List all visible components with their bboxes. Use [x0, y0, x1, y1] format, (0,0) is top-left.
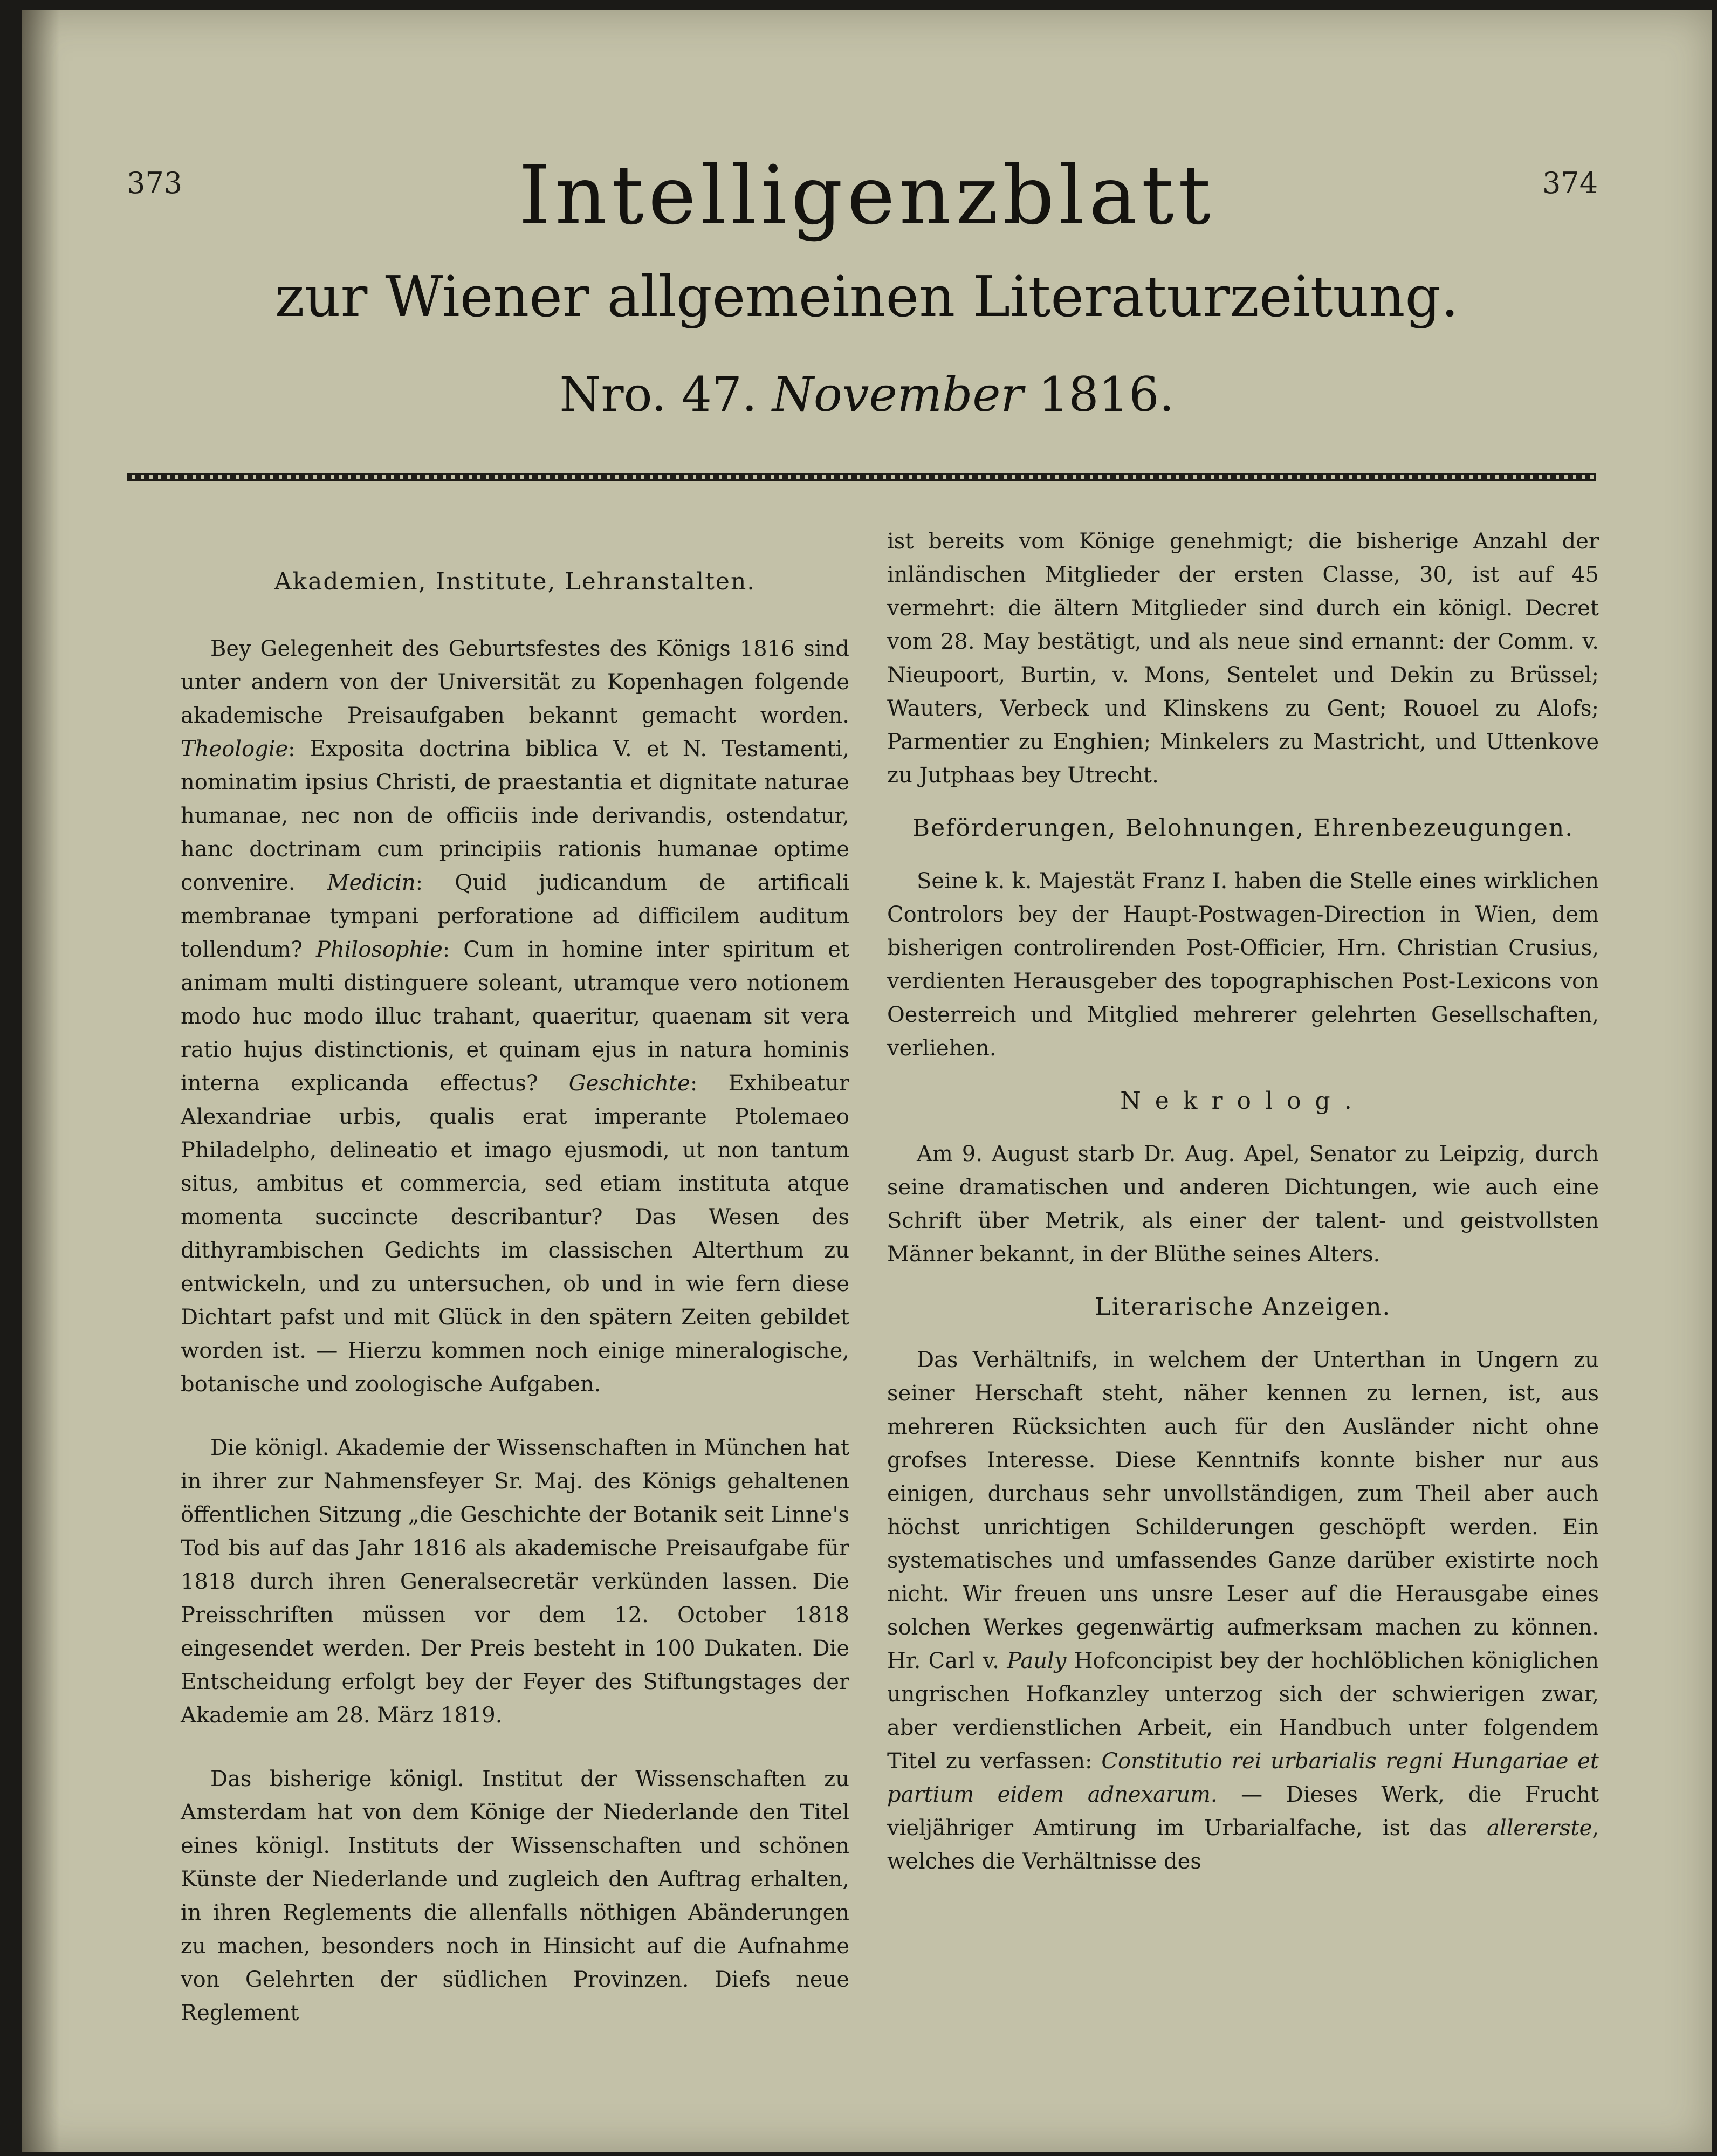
masthead-subtitle: zur Wiener allgemeinen Literaturzeitung.: [274, 264, 1459, 329]
issue-year: 1816.: [1038, 367, 1175, 422]
page-number-left: 373: [127, 166, 183, 200]
decorative-rule: [127, 473, 1596, 481]
paragraph-urbarialis: Das Verhältnifs, in welchem der Unterthan in Ungern zu seiner Herschaft steht, näher kennen zu lernen, ist, aus mehreren Rücksichten auch für den Ausländer nicht ohne grofses Interesse. Diese Kenntnifs konnte bisher nur aus einigen, durchaus sehr unvollständigen, zum Theil aber auch höchst unrichtigen Schilderungen geschöpft werden. Ein systematisches und umfassendes Ganze darüber existirte noch nicht. Wir freuen uns unsre Leser auf die Herausgabe eines solchen Werkes gegenwärtig aufmerksam machen zu können. Hr. Carl v. Pauly Hofconcipist bey der hochlöblichen königlichen ungrischen Hofkanzley unterzog sich der schwierigen zwar, aber verdienstlichen Arbeit, ein Handbuch unter folgendem Titel zu verfassen: Constitutio rei urbarialis regni Hungariae et partium eidem adnexarum. — Dieses Werk, die Frucht vieljähriger Amtirung im Urbarialfache, ist das allererste, welches die Verhältnisse des: [887, 1348, 1599, 1874]
newspaper-page: [22, 10, 1712, 2152]
left-column: [181, 565, 849, 2030]
binding-shadow: [22, 10, 59, 2152]
paragraph-crusius: Seine k. k. Majestät Franz I. haben die Stelle eines wirklichen Controlors bey der Haupt-Postwagen-Direction in Wien, dem bisherigen controlirenden Post-Officier, Hrn. Christian Crusius, verdienten Herausgeber des topographischen Post-Lexicons von Oesterreich und Mitglied mehrerer gelehrten Gesellschaften, verliehen.: [887, 869, 1599, 1061]
page-number-right: 374: [1542, 166, 1598, 200]
section-heading-befoerderungen: Beförderungen, Belohnungen, Ehrenbezeugungen.: [912, 814, 1574, 842]
paragraph-amsterdam-continued: ist bereits vom Könige genehmigt; die bisherige Anzahl der inländischen Mitglieder der ersten Classe, 30, ist auf 45 vermehrt: die ältern Mitglieder sind durch ein königl. Decret vom 28. May bestätigt, und als neue sind ernannt: der Comm. v. Nieupoort, Burtin, v. Mons, Sentelet und Dekin zu Brüssel; Wauters, Verbeck und Klinskens zu Gent; Rouoel zu Alofs; Parmentier zu Enghien; Minkelers zu Mastricht, und Uttenkove zu Jutphaas bey Utrecht.: [887, 529, 1599, 788]
paragraph-amsterdam: Das bisherige königl. Institut der Wissenschaften zu Amsterdam hat von dem Könige der Niederlande den Titel eines königl. Instituts der Wissenschaften und schönen Künste der Niederlande und zugleich den Auftrag erhalten, in ihren Reglements die allenfalls nöthigen Abänderungen zu machen, besonders noch in Hinsicht auf die Aufnahme von Gelehrten der südlichen Provinzen. Diefs neue Reglement: [181, 1767, 849, 2025]
issue-month: November: [772, 367, 1024, 422]
issue-number: Nro. 47.: [559, 367, 757, 422]
issue-line: [22, 367, 1712, 422]
paragraph-muenchen: Die königl. Akademie der Wissenschaften in München hat in ihrer zur Nahmensfeyer Sr. Maj. des Königs gehaltenen öffentlichen Sitzung „die Geschichte der Botanik seit Linne's Tod bis auf das Jahr 1816 als akademische Preisaufgabe für 1818 durch ihren Generalsecretär verkünden lassen. Die Preisschriften müssen vor dem 12. October 1818 eingesendet werden. Der Preis besteht in 100 Dukaten. Die Entscheidung erfolgt bey der Feyer des Stiftungstages der Akademie am 28. März 1819.: [181, 1436, 849, 1728]
section-heading-akademien: Akademien, Institute, Lehranstalten.: [274, 568, 756, 595]
section-heading-literarische-anzeigen: Literarische Anzeigen.: [1095, 1293, 1391, 1321]
right-column: [887, 525, 1599, 1878]
section-heading-nekrolog: Nekrolog.: [1120, 1087, 1366, 1115]
paragraph-kopenhagen: Bey Gelegenheit des Geburtsfestes des Königs 1816 sind unter andern von der Universität zu Kopenhagen folgende akademische Preisaufgaben bekannt gemacht worden. Theologie: Exposita doctrina biblica V. et N. Testamenti, nominatim ipsius Christi, de praestantia et dignitate naturae humanae, nec non de officiis inde derivandis, ostendatur, hanc doctrinam cum principiis rationis humanae optime convenire. Medicin: Quid judicandum de artificali membranae tympani perforatione ad difficilem auditum tollendum? Philosophie: Cum in homine inter spiritum et animam multi distinguere soleant, utramque vero notionem modo huc modo illuc trahant, quaeritur, quaenam sit vera ratio hujus distinctionis, et quinam ejus in natura hominis interna explicanda effectus? Geschichte: Exhibeatur Alexandriae urbis, qualis erat imperante Ptolemaeo Philadelpho, delineatio et imago ejusmodi, ut non tantum situs, ambitus et commercia, sed etiam instituta atque momenta succincte describantur? Das Wesen des dithyrambischen Gedichts im classischen Alterthum zu entwickeln, und zu untersuchen, ob und in wie fern diese Dichtart pafst und mit Glück in den spätern Zeiten gebildet worden ist. — Hierzu kommen noch einige mineralogische, botanische und zoologische Aufgaben.: [181, 636, 850, 1397]
paragraph-apel: Am 9. August starb Dr. Aug. Apel, Senator zu Leipzig, durch seine dramatischen und anderen Dichtungen, wie auch eine Schrift über Metrik, als einer der talent- und geistvollsten Männer bekannt, in der Blüthe seines Alters.: [887, 1142, 1599, 1267]
masthead-title: Intelligenzblatt: [518, 149, 1215, 243]
